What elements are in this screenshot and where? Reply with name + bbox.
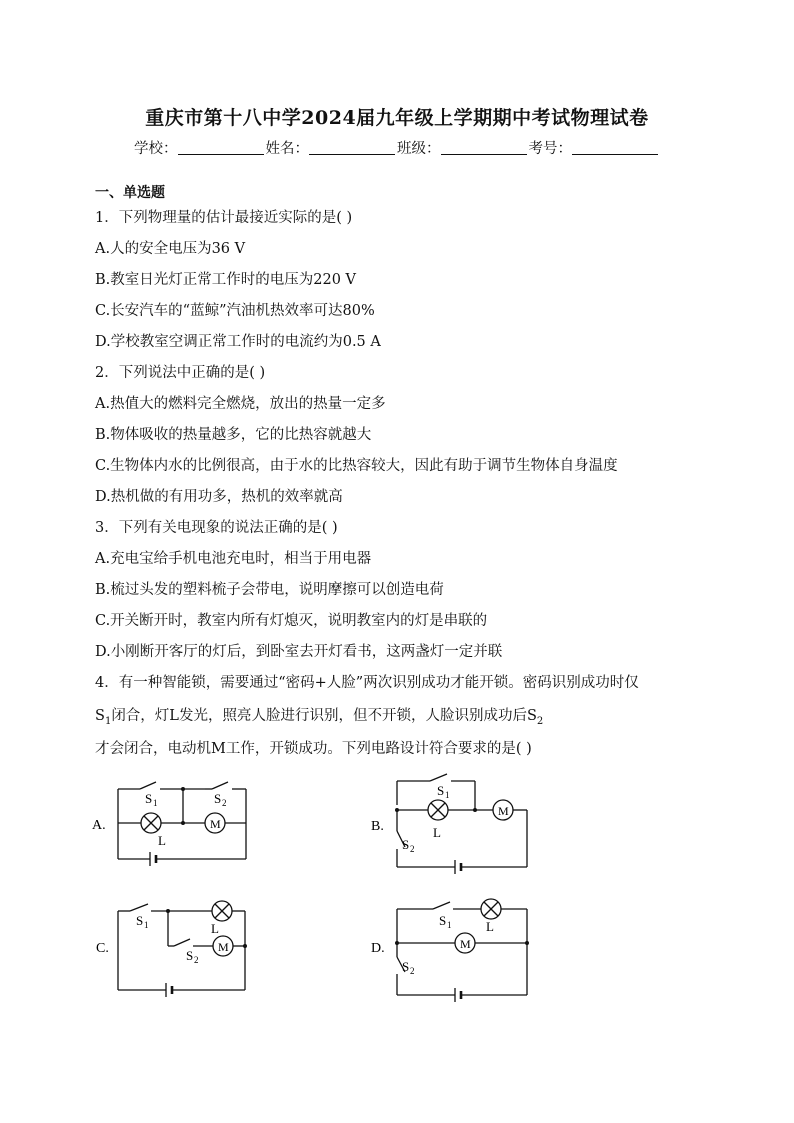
switch-label-s2: S [402,837,410,852]
q2-option-c: C.生物体内水的比例很高，由于水的比热容较大，因此有助于调节生物体自身温度 [95,458,618,474]
q1-option-b: B.教室日光灯正常工作时的电压为220 V [95,272,357,288]
q4-s1-sub: 1 [104,715,112,727]
class-blank[interactable] [441,140,527,155]
switch-sub-1: 1 [447,920,452,930]
switch-label-s1: S [136,913,144,928]
exam-number-label: 考号： [528,141,572,157]
switch-label-s2: S [214,791,222,806]
switch-label-s1: S [439,913,447,928]
page-title: 重庆市第十八中学2024届九年级上学期期中考试物理试卷 [145,107,649,129]
switch-label-s1: S [437,783,445,798]
circuit-option-c[interactable] [90,895,270,1005]
q4-stem-line2 [95,704,543,727]
lamp-label: L [433,825,441,840]
switch-label-s2: S [402,959,410,974]
circuit-option-d[interactable] [365,895,545,1010]
q3-option-d: D.小刚断开客厅的灯后，到卧室去开灯看书，这两盏灯一定并联 [95,644,503,660]
section-title: 一、单选题 [95,185,165,201]
lamp-label: L [158,833,166,848]
q4-s2: S [526,708,537,724]
q4-stem-line1: 4．有一种智能锁，需要通过“密码+人脸”两次识别成功才能开锁。密码识别成功时仅 [95,675,639,691]
lamp-label: L [211,921,219,936]
switch-sub-1: 1 [153,798,158,808]
motor-label: M [498,804,509,818]
switch-sub-1: 1 [144,920,149,930]
switch-sub-1: 1 [445,790,450,800]
circuit-option-a[interactable] [90,775,270,875]
student-info-row [0,137,794,158]
option-label-b: B. [371,819,384,834]
q1-option-d: D.学校教室空调正常工作时的电流约为0.5 A [95,334,381,350]
name-label: 姓名： [265,141,309,157]
switch-label-s2: S [186,948,194,963]
option-label-a: A. [92,818,106,833]
q1-stem: 1．下列物理量的估计最接近实际的是( ) [95,210,353,226]
q2-option-d: D.热机做的有用功多，热机的效率就高 [95,489,343,505]
name-blank[interactable] [309,140,395,155]
switch-sub-2: 2 [410,844,415,854]
option-label-c: C. [96,941,109,956]
q1-option-c: C.长安汽车的“蓝鲸”汽油机热效率可达80% [95,303,375,319]
circuit-option-b[interactable] [365,773,545,883]
switch-sub-2: 2 [222,798,227,808]
school-blank[interactable] [178,140,264,155]
q3-option-b: B.梳过头发的塑料梳子会带电，说明摩擦可以创造电荷 [95,582,444,598]
option-label-d: D. [371,941,385,956]
motor-label: M [460,937,471,951]
class-label: 班级： [397,141,441,157]
q4-s2-sub: 2 [536,715,544,727]
q1-option-a: A.人的安全电压为36 V [95,241,246,257]
q3-stem: 3．下列有关电现象的说法正确的是( ) [95,520,338,536]
q4-stem-line2-text: 闭合，灯L发光，照亮人脸进行识别，但不开锁，人脸识别成功后 [111,708,527,724]
q2-option-b: B.物体吸收的热量越多，它的比热容就越大 [95,427,372,443]
q4-stem-line3: 才会闭合，电动机M工作，开锁成功。下列电路设计符合要求的是( ) [95,741,532,757]
q3-option-a: A.充电宝给手机电池充电时，相当于用电器 [95,551,372,567]
motor-label: M [210,817,221,831]
q3-option-c: C.开关断开时，教室内所有灯熄灭，说明教室内的灯是串联的 [95,613,488,629]
switch-label-s1: S [145,791,153,806]
exam-number-blank[interactable] [572,140,658,155]
q4-s1: S [95,708,105,724]
q2-stem: 2．下列说法中正确的是( ) [95,365,266,381]
school-label: 学校： [134,141,178,157]
switch-sub-2: 2 [194,955,199,965]
lamp-label: L [486,919,494,934]
motor-label: M [218,940,229,954]
q2-option-a: A.热值大的燃料完全燃烧，放出的热量一定多 [95,396,386,412]
switch-sub-2: 2 [410,966,415,976]
